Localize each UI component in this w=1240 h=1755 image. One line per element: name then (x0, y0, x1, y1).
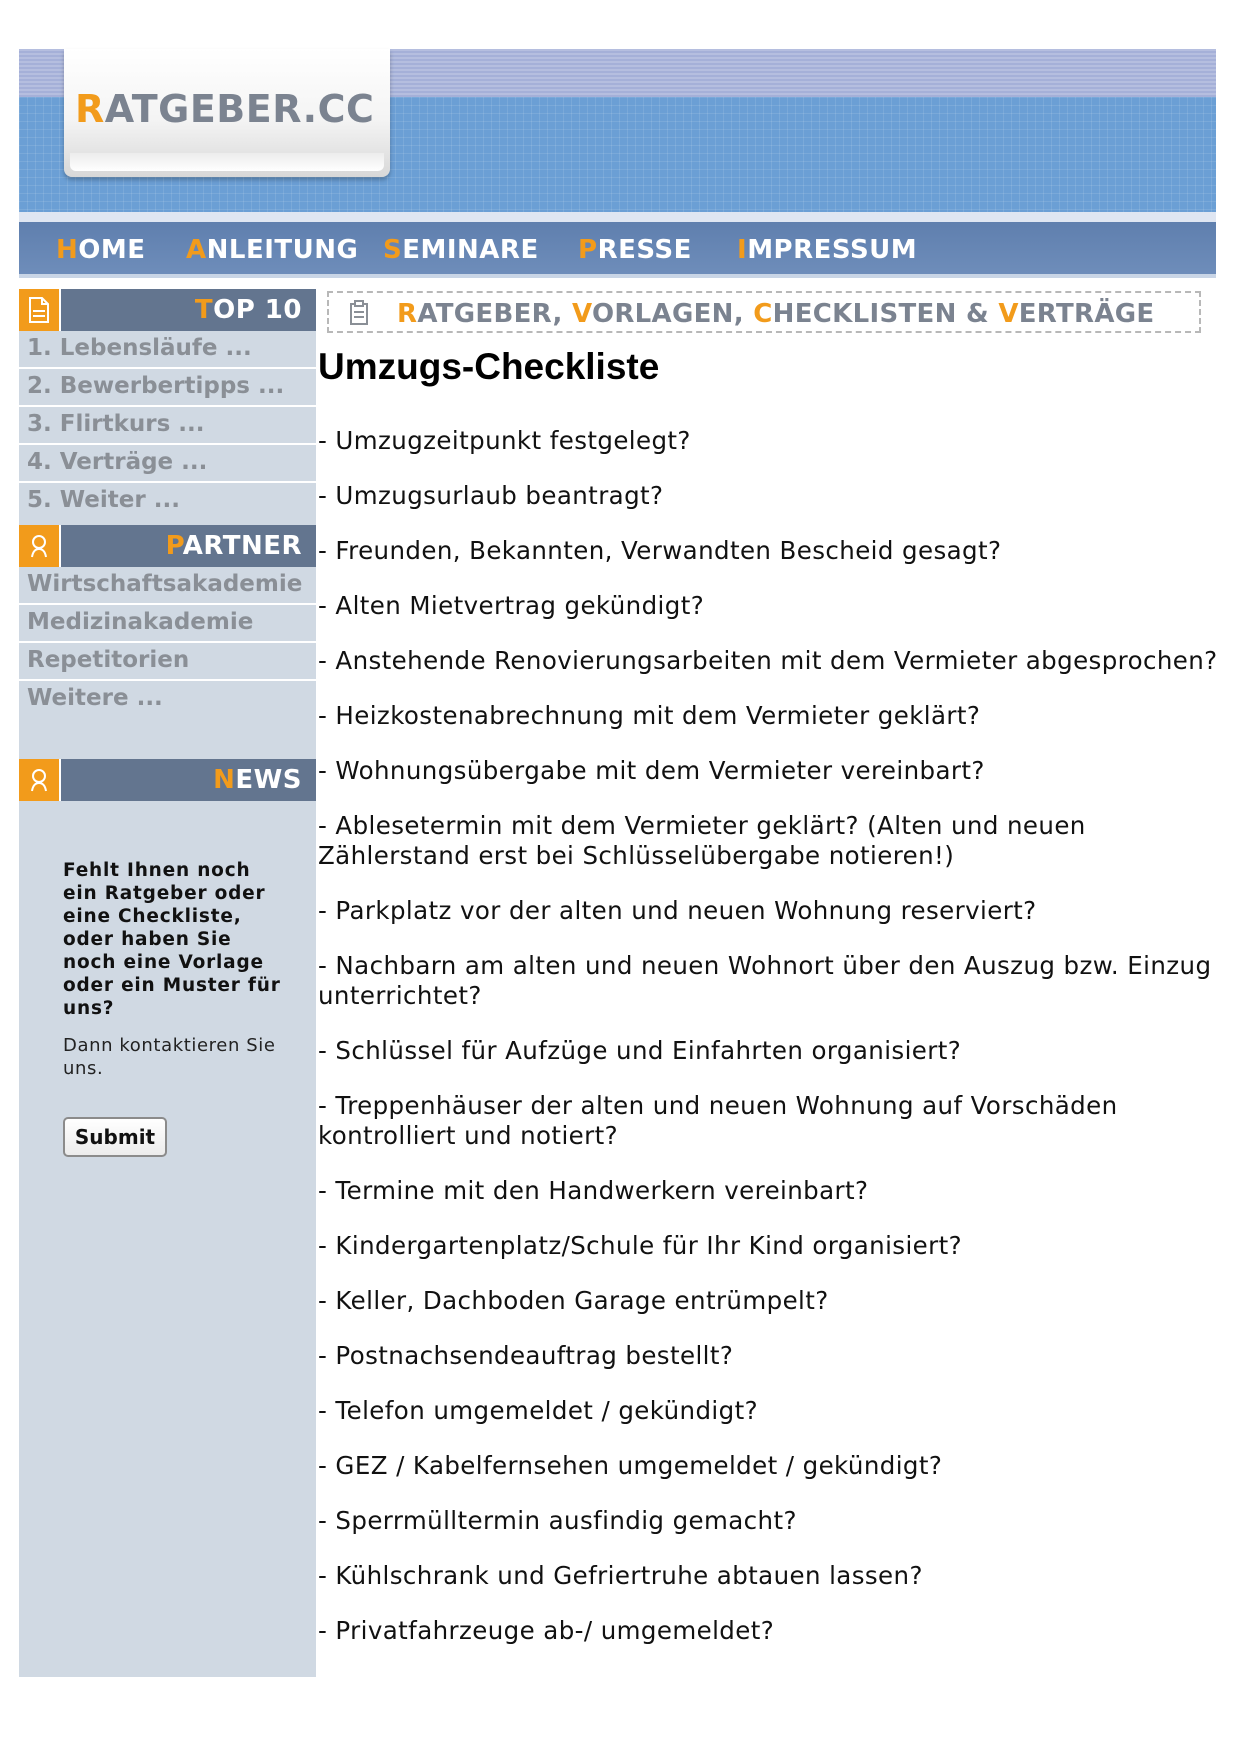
checklist-item: - Privatfahrzeuge ab-/ umgemeldet? (318, 1616, 775, 1645)
checklist-item: - GEZ / Kabelfernsehen umgemeldet / gekündigt? (318, 1451, 943, 1480)
document-icon (19, 289, 61, 331)
checklist-item: - Freunden, Bekannten, Verwandten Bescheid gesagt? (318, 536, 1002, 565)
news-question: Fehlt Ihnen noch ein Ratgeber oder eine Checkliste, oder haben Sie noch eine Vorlage oder ein Muster für uns? (63, 860, 281, 1019)
top10-item-bewerbertipps[interactable]: 2. Bewerbertipps ... (19, 369, 316, 407)
news-contact: Dann kontaktieren Sie uns. (63, 1035, 276, 1079)
nav-seminare[interactable]: SEMINARE (383, 235, 539, 265)
top10-item-flirtkurs[interactable]: 3. Flirtkurs ... (19, 407, 316, 445)
checklist-item: - Treppenhäuser der alten und neuen Wohnung auf Vorschäden kontrolliert und notiert? (318, 1091, 1118, 1150)
checklist-item: - Schlüssel für Aufzüge und Einfahrten organisiert? (318, 1036, 962, 1065)
checklist-item: - Keller, Dachboden Garage entrümpelt? (318, 1286, 829, 1315)
partner-item-wirtschaftsakademie[interactable]: Wirtschaftsakademie (19, 567, 316, 605)
nav-home[interactable]: HOME (56, 235, 146, 265)
submit-button[interactable]: Submit (63, 1117, 167, 1157)
sidebar (19, 289, 316, 1677)
checklist (318, 426, 1218, 1671)
page-title: Umzugs-Checkliste (318, 346, 660, 387)
checklist-item: - Wohnungsübergabe mit dem Vermieter vereinbart? (318, 756, 985, 785)
checklist-item: - Umzugsurlaub beantragt? (318, 481, 664, 510)
checklist-item: - Kindergartenplatz/Schule für Ihr Kind organisiert? (318, 1231, 963, 1260)
clipboard-icon (349, 300, 369, 330)
partner-header (19, 525, 316, 567)
partner-item-weitere[interactable]: Weitere ... (27, 685, 163, 711)
checklist-item: - Nachbarn am alten und neuen Wohnort über den Auszug bzw. Einzug unterrichtet? (318, 951, 1212, 1010)
checklist-item: - Sperrmülltermin ausfindig gemacht? (318, 1506, 797, 1535)
checklist-item: - Parkplatz vor der alten und neuen Wohnung reserviert? (318, 896, 1037, 925)
top10-header (19, 289, 316, 331)
nav-impressum[interactable]: IMPRESSUM (737, 235, 918, 265)
top-navigation (19, 222, 1216, 278)
news-title: NEWS (213, 765, 302, 795)
top10-title: TOP 10 (194, 295, 302, 325)
nav-anleitung[interactable]: ANLEITUNG (186, 235, 359, 265)
checklist-item: - Termine mit den Handwerkern vereinbart? (318, 1176, 869, 1205)
section-title: RATGEBER, VORLAGEN, CHECKLISTEN & VERTRÄGE (397, 299, 1155, 329)
person-icon (19, 759, 61, 801)
news-text (63, 859, 283, 1080)
checklist-item: - Heizkostenabrechnung mit dem Vermieter geklärt? (318, 701, 981, 730)
checklist-item: - Alten Mietvertrag gekündigt? (318, 591, 705, 620)
partner-item-repetitorien[interactable]: Repetitorien (19, 643, 316, 681)
partner-title: PARTNER (165, 531, 302, 561)
top10-item-lebenslaeufe[interactable]: 1. Lebensläufe ... (19, 331, 316, 369)
banner-divider (19, 212, 1216, 222)
checklist-item: - Anstehende Renovierungsarbeiten mit dem Vermieter abgesprochen? (318, 646, 1218, 675)
section-title-bar (327, 291, 1201, 333)
site-logo[interactable] (64, 49, 390, 177)
news-header (19, 759, 316, 801)
checklist-item: - Kühlschrank und Gefriertruhe abtauen lassen? (318, 1561, 923, 1590)
top10-item-vertraege[interactable]: 4. Verträge ... (19, 445, 316, 483)
checklist-item: - Telefon umgemeldet / gekündigt? (318, 1396, 758, 1425)
nav-presse[interactable]: PRESSE (578, 235, 692, 265)
partner-item-medizinakademie[interactable]: Medizinakademie (19, 605, 316, 643)
checklist-item: - Umzugzeitpunkt festgelegt? (318, 426, 691, 455)
checklist-item: - Postnachsendeauftrag bestellt? (318, 1341, 734, 1370)
top10-item-weiter[interactable]: 5. Weiter ... (27, 487, 180, 513)
logo-text: RATGEBER.CC (75, 87, 375, 131)
checklist-item: - Ablesetermin mit dem Vermieter geklärt? (Alten und neuen Zählerstand erst bei Schlüsselübergabe notieren!) (318, 811, 1086, 870)
person-icon (19, 525, 61, 567)
